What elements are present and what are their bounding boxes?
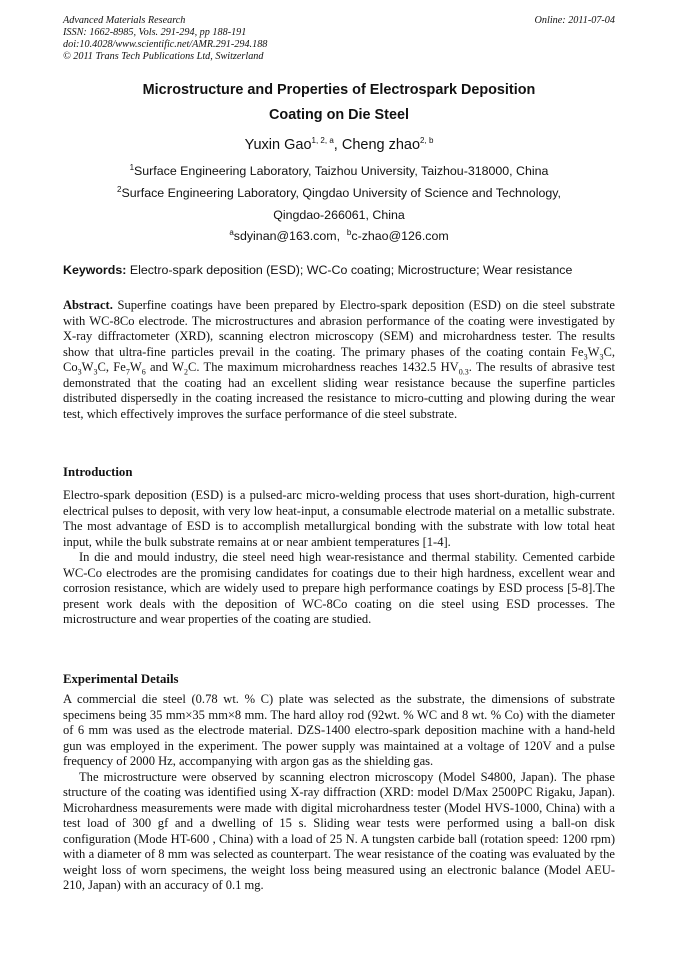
author-affiliation-mark: 2, b [420, 136, 434, 146]
journal-name: Advanced Materials Research [63, 15, 186, 26]
author-list [63, 137, 615, 153]
abstract [63, 298, 615, 422]
phase-formula: $Fe_3W_3C$, $Co_3W_3C$, $Fe_7W_6$ and $W_2C$. [63, 344, 615, 377]
abstract-text: Superfine coatings have been prepared by Electro-spark deposition (ESD) on die steel substrate with WC-8Co electrode. The microstructures and abrasion performance of the coating were investigated by X-ray diffractometer (XRD), scanning electron microscopy (SEM) and microhardness tester. The results show that ultra-fine particles prevail in the coating. The primary phases of the coating contain [63, 298, 616, 359]
email-mark: a [229, 227, 234, 237]
online-date: Online: 2011-07-04 [534, 15, 615, 26]
affiliation-1 [63, 164, 615, 178]
author-name: Cheng zhao [341, 137, 421, 153]
abstract-label: Abstract. [63, 298, 113, 312]
affiliation-mark: 2 [117, 184, 122, 194]
paper-title-line-1: Microstructure and Properties of Electrospark Deposition [142, 82, 536, 98]
author-emails [63, 229, 615, 243]
paragraph: In die and mould industry, die steel need high wear-resistance and thermal stability. Cemented carbide WC-Co electrodes are the promising candidates for coatings due to their high hardness, excellent wear and corrosion resistance, which are widely used to prepare high performance coatings by ESD process [5-8].The present work deals with the deposition of WC-8Co coating on die steel using ESD processes. The microstructure and wear properties of the coating are studied. [63, 550, 615, 626]
experimental-body [63, 692, 615, 894]
copyright-line: © 2011 Trans Tech Publications Ltd, Switzerland [63, 51, 264, 62]
doi-line: doi:10.4028/www.scientific.net/AMR.291-294.188 [63, 39, 268, 50]
keywords-text: Electro-spark deposition (ESD); WC-Co coating; Microstructure; Wear resistance [129, 263, 573, 277]
paper-title-line-2: Coating on Die Steel [269, 107, 409, 123]
affiliation-mark: 1 [129, 162, 135, 172]
author-separator: , [333, 137, 342, 153]
author-affiliation-mark: 1, 2, a [311, 136, 334, 146]
section-heading-experimental: Experimental Details [63, 672, 179, 686]
journal-header [63, 15, 615, 63]
paragraph: Electro-spark deposition (ESD) is a pulsed-arc micro-welding process that uses short-duration, high-current electrical pulses to deposit, with very low heat-input, a consumable electrode material on a metallic substrate. The most advantage of ESD is to accomplish metallurgical bonding with the substrate with low total heat input, while the bulk substrate remains at or near ambient temperatures [1-4]. [63, 488, 615, 549]
hardness-subscript: 0.3 [458, 367, 469, 377]
affiliation-text: Surface Engineering Laboratory, Qingdao University of Science and Technology, [121, 186, 561, 200]
introduction-body [63, 488, 615, 628]
author-name: Yuxin Gao [244, 137, 312, 153]
paragraph: The microstructure were observed by scanning electron microscopy (Model S4800, Japan). The phase structure of the coating was identified using X-ray diffraction (XRD: model D/Max 2500PC Rigaku, Japan). Microhardness measurements were made with digital microhardness tester (Model HVS-1000, China) with a test load of 300 gf and a dwelling of 15 s. Sliding wear tests were performed using a ball-on disk configuration (Mode HT-600 , China) with a load of 25 N. A tungsten carbide ball (rotation speed: 1200 rpm) with a diameter of 8 mm was selected as counterpart. The wear resistance of the coating was evaluated by the weight loss of worn specimens, the weight loss being measured using an electronic balance (Model AEU-210, Japan) with an accuracy of 0.1 mg. [63, 769, 615, 892]
email-link[interactable]: sdyinan@163.com, [233, 229, 341, 243]
issn-line: ISSN: 1662-8985, Vols. 291-294, pp 188-191 [63, 27, 247, 38]
section-heading-introduction: Introduction [63, 465, 133, 479]
email-mark: b [346, 227, 352, 237]
paragraph: A commercial die steel (0.78 wt. % C) plate was selected as the substrate, the dimensions of substrate specimens being 35 mm×35 mm×8 mm. The hard alloy rod (92wt. % WC and 8 wt. % Co) with the diameter of 6 mm was used as the electrode material. DZS-1400 electro-spark deposition machine with a hand-held gun was employed in the experiment. The power supply was maintained at a voltage of 120V and a pulse frequency of 2000 Hz, accompanying with argon gas as the shielding gas. [63, 692, 615, 768]
affiliation-text: Surface Engineering Laboratory, Taizhou University, Taizhou-318000, China [134, 164, 549, 178]
abstract-text: The maximum microhardness reaches 1432.5 HV [199, 360, 459, 374]
keywords-label: Keywords: [63, 263, 127, 277]
email-link[interactable]: c-zhao@126.com [351, 229, 449, 243]
affiliation-2 [63, 186, 615, 200]
keywords [63, 263, 615, 277]
abstract-text: . The results of abrasive test demonstrated that the coating had an excellent sliding wear resistance because the superfine particles distributed dispersedly in the coating increased the resistance to micro-cutting and plowing during the wear test, which effectively improves the surface performance of die steel substrate. [63, 360, 615, 421]
affiliation-2-continued: Qingdao-266061, China [273, 208, 405, 222]
